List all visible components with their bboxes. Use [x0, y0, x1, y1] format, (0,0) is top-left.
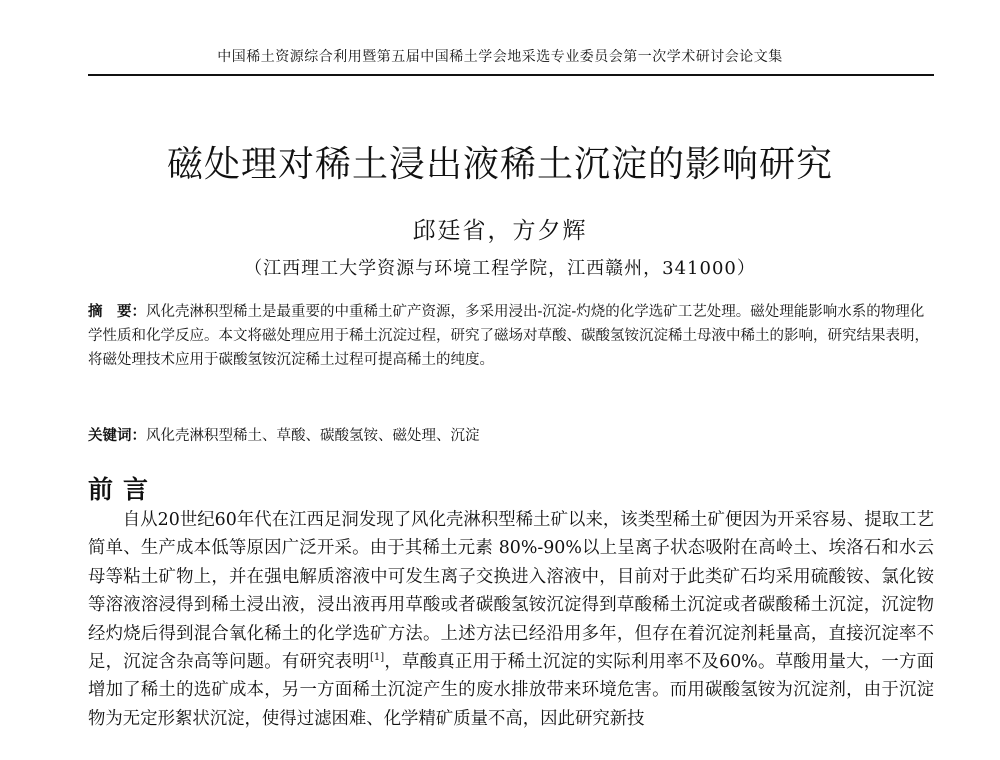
paragraph-text-part1: 自从20世纪60年代在江西足洞发现了风化壳淋积型稀土矿以来，该类型稀土矿便因为开采容易、提取工艺简单、生产成本低等原因广泛开采。由于其稀土元素 80%-90%以上呈离子状态吸附在高岭土、埃洛石和水云母等粘土矿物上，并在强电解质溶液中可发生离子交换进入溶液中，目前对于此类矿石均采用硫酸铵、氯化铵等溶液溶浸得到稀土浸出液，浸出液再用草酸或者碳酸氢铵沉淀得到草酸稀土沉淀或者碳酸稀土沉淀，沉淀物经灼烧后得到混合氧化稀土的化学选矿方法。上述方法已经沿用多年，但存在着沉淀剂耗量高，直接沉淀率不足，沉淀含杂高等问题。有研究表明 [88, 510, 934, 673]
abstract-label: 摘 要： [88, 304, 146, 320]
paragraph-text-part2: ，草酸真正用于稀土沉淀的实际利用率不及60%。草酸用量大，一方面增加了稀土的选矿成本，另一方面稀土沉淀产生的废水排放带来环境危害。而用碳酸氢铵为沉淀剂，由于沉淀物为无定形絮状沉淀，使得过滤困难、化学精矿质量不高，因此研究新技 [88, 652, 934, 729]
body-text [88, 506, 934, 733]
running-head: 中国稀土资源综合利用暨第五届中国稀土学会地采选专业委员会第一次学术研讨会论文集 [217, 49, 783, 65]
paper-title: 磁处理对稀土浸出液稀土沉淀的影响研究 [166, 144, 833, 185]
body-paragraph [88, 506, 934, 733]
section-heading: 前言 [88, 475, 159, 504]
keywords [88, 424, 934, 448]
keywords-label: 关键词： [88, 428, 146, 444]
citation-ref[interactable]: [1] [369, 652, 385, 664]
abstract-text: 风化壳淋积型稀土是最重要的中重稀土矿产资源，多采用浸出-沉淀-灼烧的化学选矿工艺处理。磁处理能影响水系的物理化学性质和化学反应。本文将磁处理应用于稀土沉淀过程，研究了磁场对草酸、碳酸氢铵沉淀稀土母液中稀土的影响，研究结果表明，将磁处理技术应用于碳酸氢铵沉淀稀土过程可提高稀土的纯度。 [88, 304, 929, 368]
abstract [88, 300, 934, 372]
keywords-text: 风化壳淋积型稀土、草酸、碳酸氢铵、磁处理、沉淀 [146, 428, 480, 444]
header-rule [88, 74, 934, 76]
affiliation: （江西理工大学资源与环境工程学院，江西赣州，341000） [244, 258, 756, 279]
authors: 邱廷省，方夕辉 [412, 218, 588, 244]
